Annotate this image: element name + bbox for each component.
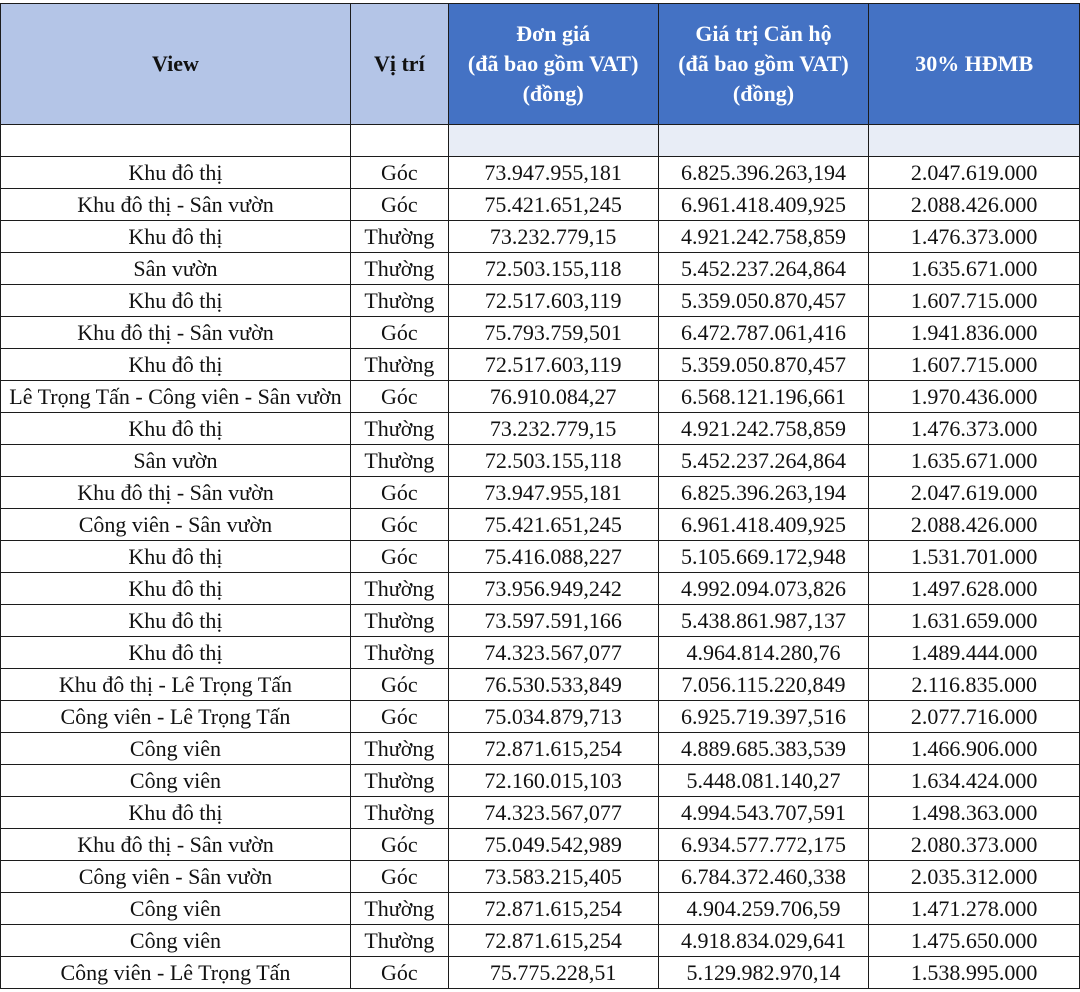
position-cell: Góc (350, 509, 448, 541)
apartment-value-cell: 4.904.259.706,59 (658, 893, 869, 925)
header-unit-price-line: Đơn giá (516, 21, 591, 46)
deposit-cell: 2.088.426.000 (869, 509, 1080, 541)
apartment-value-cell: 4.918.834.029,641 (658, 925, 869, 957)
position-cell: Thường (350, 573, 448, 605)
deposit-cell: 2.047.619.000 (869, 157, 1080, 189)
deposit-cell: 1.476.373.000 (869, 413, 1080, 445)
position-cell: Góc (350, 861, 448, 893)
deposit-cell: 2.088.426.000 (869, 189, 1080, 221)
empty-cell (448, 125, 658, 157)
table-row (1, 189, 1080, 221)
apartment-value-cell: 6.825.396.263,194 (658, 157, 869, 189)
position-cell: Góc (350, 477, 448, 509)
unit-price-cell: 73.947.955,181 (448, 477, 658, 509)
unit-price-cell: 75.793.759,501 (448, 317, 658, 349)
position-cell: Góc (350, 701, 448, 733)
view-cell: Khu đô thị (1, 157, 351, 189)
view-cell: Sân vườn (1, 445, 351, 477)
unit-price-cell: 73.232.779,15 (448, 413, 658, 445)
deposit-cell: 1.538.995.000 (869, 957, 1080, 989)
unit-price-cell: 75.421.651,245 (448, 189, 658, 221)
unit-price-cell: 74.323.567,077 (448, 797, 658, 829)
table-row (1, 733, 1080, 765)
position-cell: Thường (350, 893, 448, 925)
position-cell: Góc (350, 541, 448, 573)
position-cell: Thường (350, 349, 448, 381)
unit-price-cell: 73.947.955,181 (448, 157, 658, 189)
header-unit-price (448, 4, 658, 125)
apartment-value-cell: 5.438.861.987,137 (658, 605, 869, 637)
view-cell: Công viên - Sân vườn (1, 861, 351, 893)
view-cell: Khu đô thị (1, 541, 351, 573)
table-body (1, 125, 1080, 989)
view-cell: Công viên (1, 893, 351, 925)
unit-price-cell: 72.503.155,118 (448, 253, 658, 285)
deposit-cell: 1.531.701.000 (869, 541, 1080, 573)
view-cell: Khu đô thị (1, 573, 351, 605)
empty-cell (1, 125, 351, 157)
deposit-cell: 1.631.659.000 (869, 605, 1080, 637)
deposit-cell: 2.047.619.000 (869, 477, 1080, 509)
apartment-value-cell: 6.784.372.460,338 (658, 861, 869, 893)
table-row (1, 253, 1080, 285)
apartment-value-cell: 5.129.982.970,14 (658, 957, 869, 989)
unit-price-cell: 73.583.215,405 (448, 861, 658, 893)
apartment-value-cell: 4.992.094.073,826 (658, 573, 869, 605)
table-row (1, 829, 1080, 861)
view-cell: Công viên - Lê Trọng Tấn (1, 701, 351, 733)
table-row (1, 925, 1080, 957)
position-cell: Góc (350, 829, 448, 861)
empty-cell (658, 125, 869, 157)
deposit-cell: 2.077.716.000 (869, 701, 1080, 733)
apartment-value-cell: 6.568.121.196,661 (658, 381, 869, 413)
position-cell: Góc (350, 381, 448, 413)
header-deposit: 30% HĐMB (869, 4, 1080, 125)
position-cell: Thường (350, 253, 448, 285)
unit-price-cell: 72.871.615,254 (448, 893, 658, 925)
table-row (1, 477, 1080, 509)
empty-cell (350, 125, 448, 157)
apartment-value-cell: 5.452.237.264,864 (658, 253, 869, 285)
deposit-cell: 1.498.363.000 (869, 797, 1080, 829)
unit-price-cell: 72.871.615,254 (448, 925, 658, 957)
unit-price-cell: 72.503.155,118 (448, 445, 658, 477)
unit-price-cell: 75.775.228,51 (448, 957, 658, 989)
position-cell: Thường (350, 925, 448, 957)
table-row (1, 381, 1080, 413)
table-row (1, 957, 1080, 989)
apartment-value-cell: 4.964.814.280,76 (658, 637, 869, 669)
apartment-value-cell: 6.961.418.409,925 (658, 509, 869, 541)
unit-price-cell: 72.871.615,254 (448, 733, 658, 765)
view-cell: Lê Trọng Tấn - Công viên - Sân vườn (1, 381, 351, 413)
deposit-cell: 1.635.671.000 (869, 253, 1080, 285)
table-row (1, 797, 1080, 829)
apartment-value-cell: 5.452.237.264,864 (658, 445, 869, 477)
view-cell: Công viên - Sân vườn (1, 509, 351, 541)
unit-price-cell: 75.416.088,227 (448, 541, 658, 573)
view-cell: Công viên (1, 765, 351, 797)
deposit-cell: 1.476.373.000 (869, 221, 1080, 253)
view-cell: Khu đô thị - Sân vườn (1, 477, 351, 509)
unit-price-cell: 75.049.542,989 (448, 829, 658, 861)
apartment-value-cell: 5.105.669.172,948 (658, 541, 869, 573)
view-cell: Khu đô thị (1, 221, 351, 253)
deposit-cell: 1.634.424.000 (869, 765, 1080, 797)
apartment-value-cell: 6.472.787.061,416 (658, 317, 869, 349)
view-cell: Công viên (1, 733, 351, 765)
header-unit-price-line: (đã bao gồm VAT) (467, 51, 639, 76)
unit-price-cell: 73.956.949,242 (448, 573, 658, 605)
header-apartment-value (658, 4, 869, 125)
unit-price-cell: 72.517.603,119 (448, 285, 658, 317)
unit-price-cell: 72.517.603,119 (448, 349, 658, 381)
deposit-cell: 1.970.436.000 (869, 381, 1080, 413)
apartment-value-cell: 5.359.050.870,457 (658, 349, 869, 381)
apartment-value-cell: 5.448.081.140,27 (658, 765, 869, 797)
table-row (1, 285, 1080, 317)
apartment-value-cell: 6.925.719.397,516 (658, 701, 869, 733)
view-cell: Khu đô thị (1, 797, 351, 829)
table-row (1, 413, 1080, 445)
apartment-value-cell: 4.994.543.707,591 (658, 797, 869, 829)
header-view: View (1, 4, 351, 125)
unit-price-cell: 73.597.591,166 (448, 605, 658, 637)
apartment-value-cell: 6.825.396.263,194 (658, 477, 869, 509)
position-cell: Góc (350, 957, 448, 989)
table-row (1, 221, 1080, 253)
header-apartment-value-line: (đã bao gồm VAT) (678, 51, 849, 76)
table-row (1, 637, 1080, 669)
table-row (1, 317, 1080, 349)
position-cell: Góc (350, 669, 448, 701)
deposit-cell: 2.116.835.000 (869, 669, 1080, 701)
unit-price-cell: 75.034.879,713 (448, 701, 658, 733)
deposit-cell: 1.471.278.000 (869, 893, 1080, 925)
view-cell: Khu đô thị (1, 637, 351, 669)
apartment-value-cell: 5.359.050.870,457 (658, 285, 869, 317)
deposit-cell: 1.941.836.000 (869, 317, 1080, 349)
header-unit-price-line: (đồng) (522, 81, 584, 106)
table-row (1, 669, 1080, 701)
view-cell: Khu đô thị (1, 413, 351, 445)
view-cell: Công viên (1, 925, 351, 957)
table-row (1, 157, 1080, 189)
view-cell: Khu đô thị - Sân vườn (1, 317, 351, 349)
apartment-value-cell: 7.056.115.220,849 (658, 669, 869, 701)
deposit-cell: 1.497.628.000 (869, 573, 1080, 605)
spacer-row (1, 125, 1080, 157)
deposit-cell: 1.607.715.000 (869, 349, 1080, 381)
position-cell: Thường (350, 765, 448, 797)
table-row (1, 861, 1080, 893)
price-table (0, 3, 1080, 989)
deposit-cell: 1.489.444.000 (869, 637, 1080, 669)
deposit-cell: 1.475.650.000 (869, 925, 1080, 957)
view-cell: Khu đô thị (1, 349, 351, 381)
header-apartment-value-line: Giá trị Căn hộ (695, 21, 832, 46)
unit-price-cell: 75.421.651,245 (448, 509, 658, 541)
deposit-cell: 2.035.312.000 (869, 861, 1080, 893)
position-cell: Thường (350, 445, 448, 477)
position-cell: Thường (350, 285, 448, 317)
unit-price-cell: 76.530.533,849 (448, 669, 658, 701)
header-apartment-value-line: (đồng) (732, 81, 795, 106)
header-row (1, 4, 1080, 125)
view-cell: Khu đô thị - Sân vườn (1, 829, 351, 861)
apartment-value-cell: 4.921.242.758,859 (658, 221, 869, 253)
position-cell: Thường (350, 637, 448, 669)
position-cell: Thường (350, 413, 448, 445)
deposit-cell: 1.635.671.000 (869, 445, 1080, 477)
table-row (1, 349, 1080, 381)
view-cell: Công viên - Lê Trọng Tấn (1, 957, 351, 989)
table-row (1, 445, 1080, 477)
table-row (1, 509, 1080, 541)
empty-cell (869, 125, 1080, 157)
position-cell: Thường (350, 221, 448, 253)
position-cell: Thường (350, 605, 448, 637)
deposit-cell: 1.466.906.000 (869, 733, 1080, 765)
unit-price-cell: 76.910.084,27 (448, 381, 658, 413)
unit-price-cell: 74.323.567,077 (448, 637, 658, 669)
unit-price-cell: 73.232.779,15 (448, 221, 658, 253)
apartment-value-cell: 4.889.685.383,539 (658, 733, 869, 765)
table-row (1, 605, 1080, 637)
position-cell: Thường (350, 797, 448, 829)
table-row (1, 765, 1080, 797)
unit-price-cell: 72.160.015,103 (448, 765, 658, 797)
view-cell: Khu đô thị - Sân vườn (1, 189, 351, 221)
header-position: Vị trí (350, 4, 448, 125)
deposit-cell: 1.607.715.000 (869, 285, 1080, 317)
apartment-value-cell: 6.961.418.409,925 (658, 189, 869, 221)
apartment-value-cell: 4.921.242.758,859 (658, 413, 869, 445)
table-row (1, 701, 1080, 733)
apartment-value-cell: 6.934.577.772,175 (658, 829, 869, 861)
position-cell: Góc (350, 317, 448, 349)
position-cell: Thường (350, 733, 448, 765)
view-cell: Sân vườn (1, 253, 351, 285)
deposit-cell: 2.080.373.000 (869, 829, 1080, 861)
table-row (1, 573, 1080, 605)
view-cell: Khu đô thị - Lê Trọng Tấn (1, 669, 351, 701)
view-cell: Khu đô thị (1, 285, 351, 317)
table-row (1, 893, 1080, 925)
position-cell: Góc (350, 189, 448, 221)
position-cell: Góc (350, 157, 448, 189)
table-row (1, 541, 1080, 573)
view-cell: Khu đô thị (1, 605, 351, 637)
